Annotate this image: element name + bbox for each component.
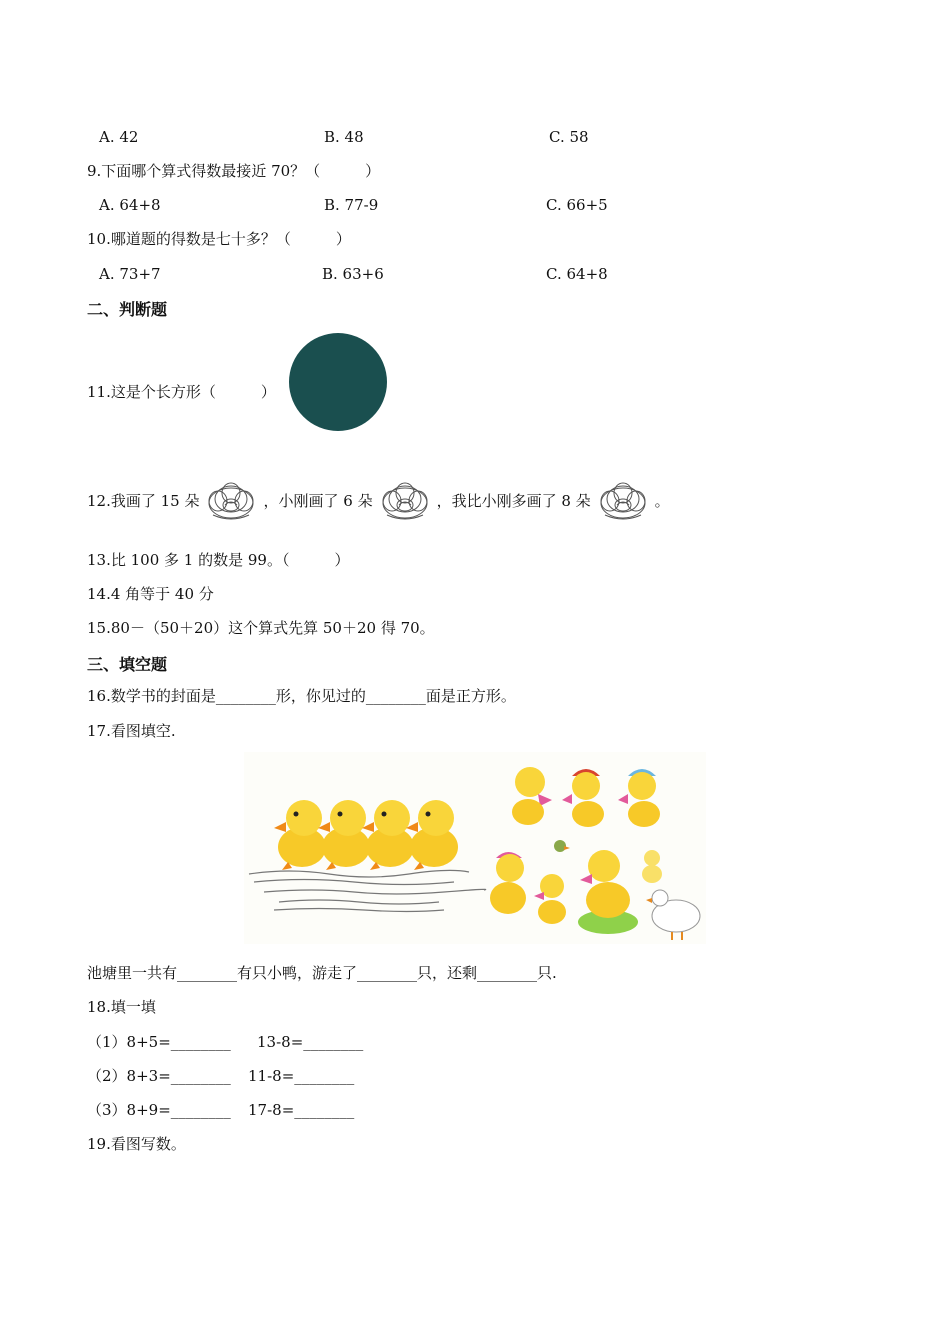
q10-option-b: B. 63+6 [322, 265, 384, 283]
q9-option-a: A. 64+8 [99, 196, 161, 214]
q9-option-b: B. 77-9 [324, 196, 379, 214]
section-fill-title: 三、填空题 [87, 655, 168, 674]
q12-part3: ，我比小刚多画了 8 朵 [436, 492, 591, 510]
q17-answer-line: 池塘里一共有________有只小鸭，游走了________只，还剩________只. [87, 964, 557, 982]
q19-title: 19.看图写数。 [87, 1135, 186, 1153]
q10-option-c: C. 64+8 [546, 265, 608, 283]
flower-icon [205, 479, 257, 525]
q18-row1-right: 13-8=________ [257, 1033, 364, 1051]
circle-fill [289, 333, 387, 431]
section-judgment-title: 二、判断题 [87, 300, 168, 319]
q10-text: 10.哪道题的得数是七十多？（ ） [87, 230, 351, 248]
q8-option-c: C. 58 [549, 128, 589, 146]
q14-text: 14.4 角等于 40 分 [87, 585, 214, 603]
circle-shape [286, 332, 390, 432]
q12-line [87, 478, 670, 525]
q12-part1: 12.我画了 15 朵 [87, 492, 200, 510]
q9-text: 9.下面哪个算式得数最接近 70？（ ） [87, 162, 381, 180]
q18-row3-right: 17-8=________ [248, 1101, 355, 1119]
q18-row2-right: 11-8=________ [248, 1067, 355, 1085]
q18-title: 18.填一填 [87, 998, 156, 1016]
q13-text: 13.比 100 多 1 的数是 99。（ ） [87, 551, 350, 569]
q17-title: 17.看图填空. [87, 722, 176, 740]
q15-text: 15.80－（50＋20）这个算式先算 50＋20 得 70。 [87, 619, 435, 637]
q18-row1-left: （1）8+5=________ [87, 1033, 231, 1051]
q18-row3-left: （3）8+9=________ [87, 1101, 231, 1119]
q11-text: 11.这是个长方形（ ） [87, 383, 276, 401]
ducklings-illustration [244, 752, 706, 944]
q18-row2-left: （2）8+3=________ [87, 1067, 231, 1085]
flower-icon [597, 479, 649, 525]
q8-option-b: B. 48 [324, 128, 364, 146]
flower-icon [379, 479, 431, 525]
q9-option-c: C. 66+5 [546, 196, 608, 214]
q8-option-a: A. 42 [99, 128, 139, 146]
q12-part2: ，小刚画了 6 朵 [263, 492, 373, 510]
q12-part4: 。 [654, 492, 670, 510]
q10-option-a: A. 73+7 [99, 265, 161, 283]
q16-text: 16.数学书的封面是________形，你见过的________面是正方形。 [87, 687, 516, 705]
